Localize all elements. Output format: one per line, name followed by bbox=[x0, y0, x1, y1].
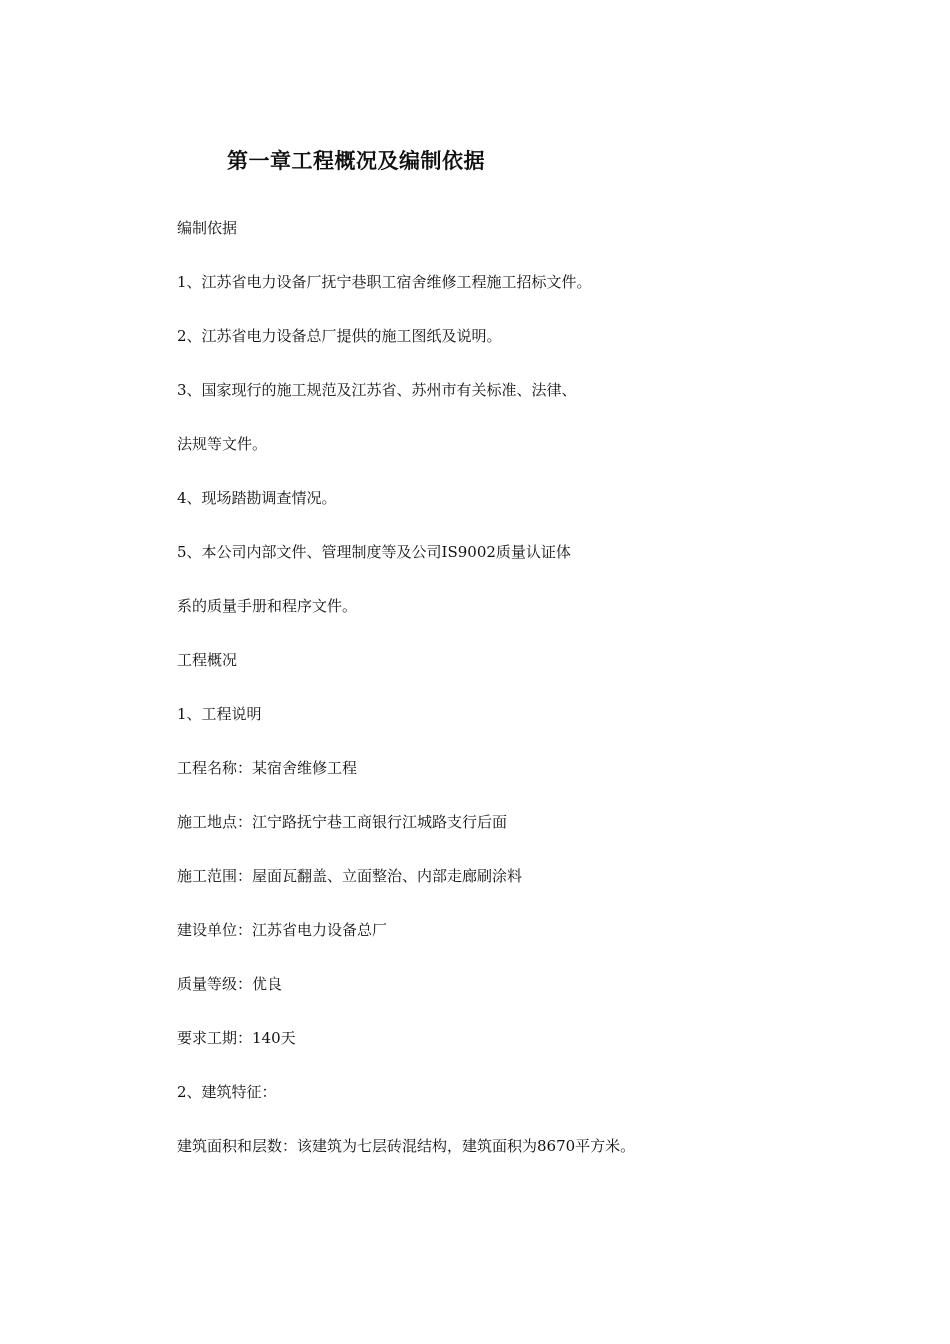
text-line: 要求工期：140天 bbox=[177, 1029, 296, 1047]
text-line: 建筑面积和层数：该建筑为七层砖混结构，建筑面积为8670平方米。 bbox=[177, 1137, 636, 1155]
text-line: 系的质量手册和程序文件。 bbox=[177, 597, 358, 615]
text-line: 施工地点：江宁路抚宁巷工商银行江城路支行后面 bbox=[177, 813, 508, 831]
text-line: 5、本公司内部文件、管理制度等及公司IS9002质量认证体 bbox=[177, 543, 571, 561]
text-line: 2、江苏省电力设备总厂提供的施工图纸及说明。 bbox=[177, 327, 502, 345]
text-line: 工程名称：某宿舍维修工程 bbox=[177, 759, 358, 777]
text-line: 建设单位：江苏省电力设备总厂 bbox=[177, 921, 388, 939]
text-line: 施工范围：屋面瓦翻盖、立面整治、内部走廊刷涂料 bbox=[177, 867, 523, 885]
section-heading-basis: 编制依据 bbox=[177, 219, 238, 237]
text-line: 1、工程说明 bbox=[177, 705, 262, 723]
text-line: 质量等级：优良 bbox=[177, 975, 283, 993]
chapter-title: 第一章工程概况及编制依据 bbox=[227, 149, 485, 173]
text-line: 1、江苏省电力设备厂抚宁巷职工宿舍维修工程施工招标文件。 bbox=[177, 273, 592, 291]
text-line: 2、建筑特征： bbox=[177, 1083, 277, 1101]
text-line: 3、国家现行的施工规范及江苏省、苏州市有关标准、法律、 bbox=[177, 381, 577, 399]
text-line: 法规等文件。 bbox=[177, 435, 268, 453]
text-line: 4、现场踏勘调查情况。 bbox=[177, 489, 337, 507]
section-heading-overview: 工程概况 bbox=[177, 651, 238, 669]
